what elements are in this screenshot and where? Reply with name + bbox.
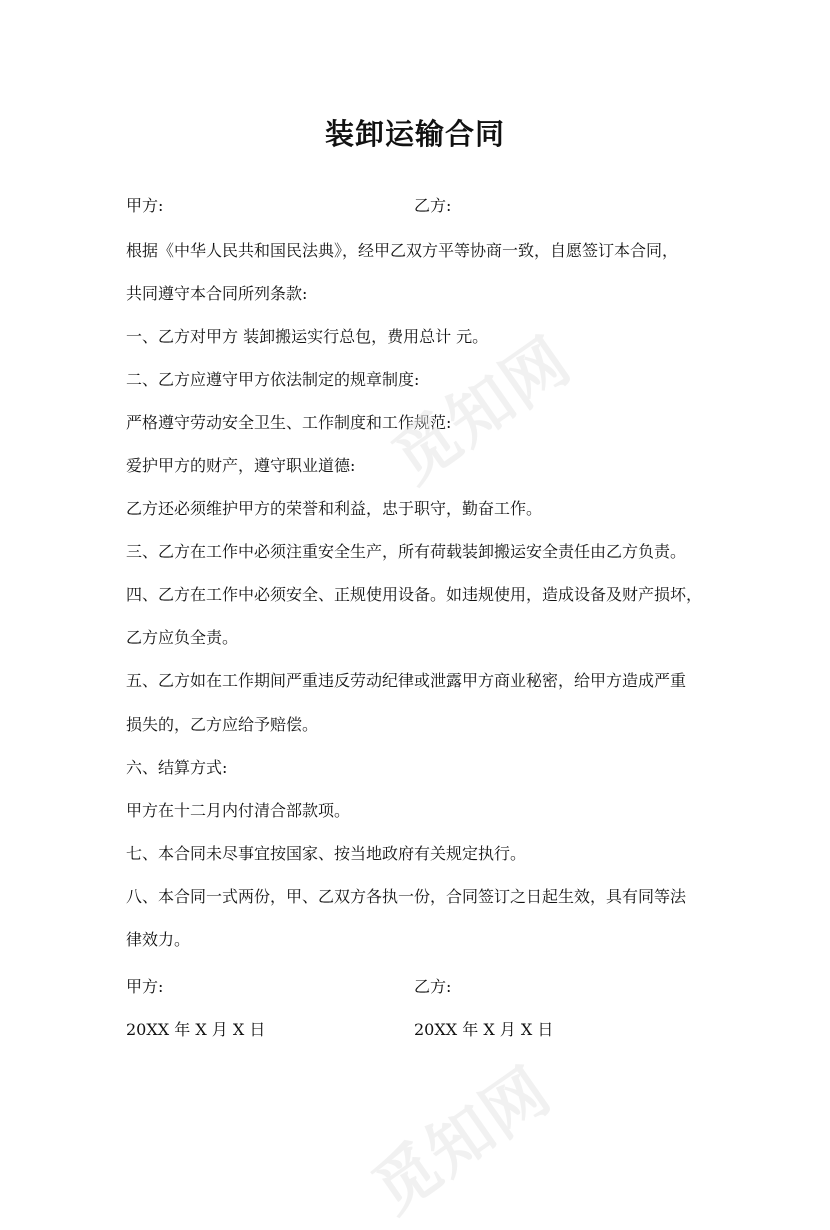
paragraph: 二、乙方应遵守甲方依法制定的规章制度: <box>126 370 420 389</box>
party-a-label: 甲方: <box>126 196 164 215</box>
signature-party-b-date: 20XX 年 X 月 X 日 <box>414 1020 554 1039</box>
paragraph: 严格遵守劳动安全卫生、工作制度和工作规范: <box>126 413 452 432</box>
signature-party-a-label: 甲方: <box>126 977 164 996</box>
paragraph: 三、乙方在工作中必须注重安全生产，所有荷载装卸搬运安全责任由乙方负责。 <box>126 542 687 561</box>
paragraph: 律效力。 <box>126 930 191 949</box>
watermark: 觅知网 <box>360 1053 565 1229</box>
paragraph: 损失的，乙方应给予赔偿。 <box>126 715 319 734</box>
paragraph: 乙方还必须维护甲方的荣誉和利益，忠于职守，勤奋工作。 <box>126 499 543 518</box>
paragraph: 共同遵守本合同所列条款: <box>126 284 308 303</box>
watermark: 觅知网 <box>380 323 585 499</box>
paragraph: 五、乙方如在工作期间严重违反劳动纪律或泄露甲方商业秘密，给甲方造成严重 <box>126 671 687 690</box>
party-b-label: 乙方: <box>414 196 452 215</box>
paragraph: 六、结算方式: <box>126 758 228 777</box>
paragraph: 八、本合同一式两份，甲、乙双方各执一份，合同签订之日起生效，具有同等法 <box>126 887 687 906</box>
signature-party-b-label: 乙方: <box>414 977 452 996</box>
signature-party-a-date: 20XX 年 X 月 X 日 <box>126 1020 266 1039</box>
paragraph: 四、乙方在工作中必须安全、正规使用设备。如违规使用，造成设备及财产损坏， <box>126 585 703 604</box>
document-title: 装卸运输合同 <box>324 117 505 151</box>
paragraph: 七、本合同未尽事宜按国家、按当地政府有关规定执行。 <box>126 844 527 863</box>
paragraph: 一、乙方对甲方 装卸搬运实行总包，费用总计 元。 <box>126 327 489 346</box>
paragraph: 根据《中华人民共和国民法典》，经甲乙双方平等协商一致，自愿签订本合同， <box>126 241 679 260</box>
paragraph: 爱护甲方的财产，遵守职业道德: <box>126 456 356 475</box>
paragraph: 甲方在十二月内付清合部款项。 <box>126 801 351 820</box>
paragraph: 乙方应负全责。 <box>126 628 239 647</box>
